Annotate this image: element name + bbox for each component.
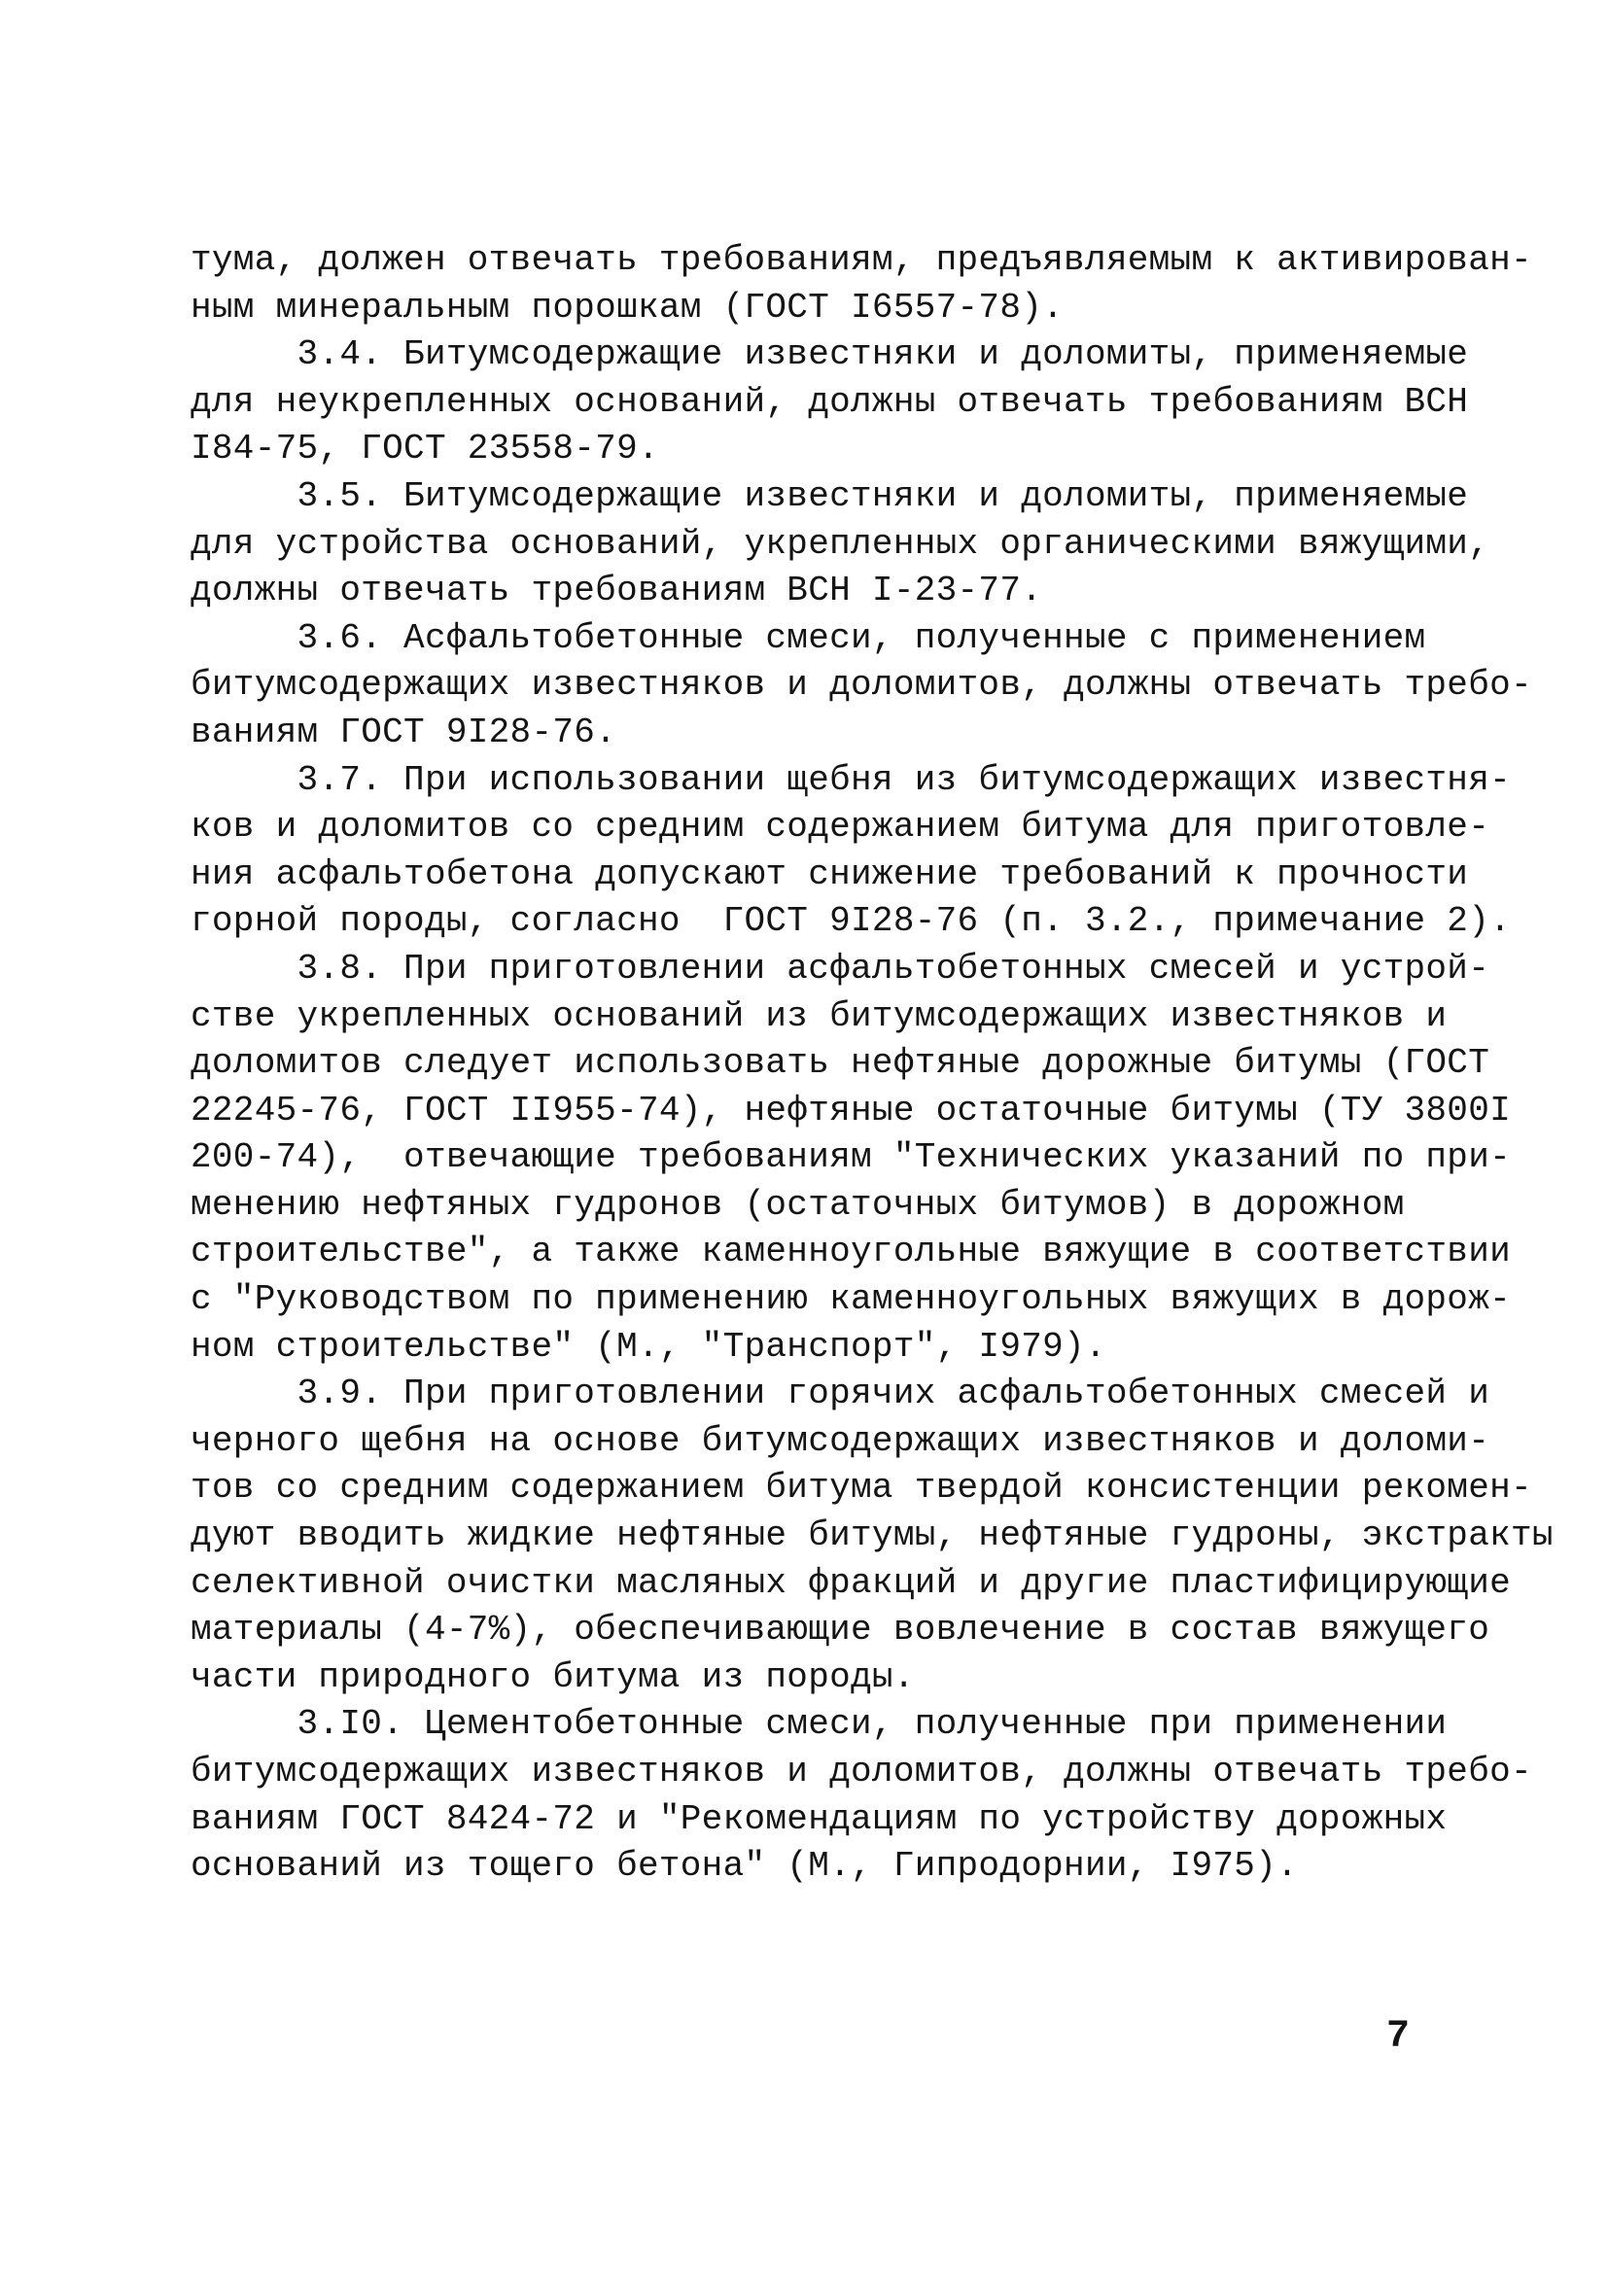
- text-line: 3.5. Битумсодержащие известняки и доломиты, применяемые: [191, 475, 1469, 516]
- text-line: 200-74), отвечающие требованиям "Технических указаний по при-: [191, 1137, 1512, 1178]
- text-line: 3.8. При приготовлении асфальтобетонных смесей и устрой-: [191, 948, 1490, 989]
- text-line: горной породы, согласно ГОСТ 9I28-76 (п. 3.2., примечание 2).: [191, 901, 1512, 942]
- text-line: ваниям ГОСТ 8424-72 и "Рекомендациям по устройству дорожных: [191, 1798, 1448, 1839]
- text-line: должны отвечать требованиям ВСН I-23-77.: [191, 571, 1043, 611]
- text-line: доломитов следует использовать нефтяные дорожные битумы (ГОСТ: [191, 1043, 1490, 1084]
- text-line: для неукрепленных оснований, должны отвечать требованиям ВСН: [191, 381, 1469, 422]
- page-number: 7: [1386, 2015, 1411, 2059]
- text-line: 3.4. Битумсодержащие известняки и доломиты, применяемые: [191, 334, 1469, 375]
- text-line: материалы (4-7%), обеспечивающие вовлечение в состав вяжущего: [191, 1610, 1490, 1651]
- text-line: 3.9. При приготовлении горячих асфальтобетонных смесей и: [191, 1374, 1490, 1414]
- text-line: тов со средним содержанием битума твердой консистенции рекомен-: [191, 1468, 1532, 1509]
- text-line: стве укрепленных оснований из битумсодержащих известняков и: [191, 995, 1448, 1036]
- text-line: черного щебня на основе битумсодержащих известняков и доломи-: [191, 1420, 1490, 1461]
- text-line: ваниям ГОСТ 9I28-76.: [191, 712, 617, 752]
- text-line: битумсодержащих известняков и доломитов, должны отвечать требо-: [191, 1752, 1532, 1792]
- text-line: части природного битума из породы.: [191, 1656, 915, 1697]
- text-line: I84-75, ГОСТ 23558-79.: [191, 429, 659, 470]
- text-line: ным минеральным порошкам (ГОСТ I6557-78).: [191, 287, 1065, 328]
- text-line: ков и доломитов со средним содержанием битума для приготовле-: [191, 807, 1490, 848]
- text-line: ном строительстве" (М., "Транспорт", I979).: [191, 1326, 1106, 1367]
- text-line: селективной очистки масляных фракций и другие пластифицирующие: [191, 1562, 1512, 1603]
- text-line: 3.7. При использовании щебня из битумсодержащих известня-: [191, 759, 1512, 800]
- text-line: 22245-76, ГОСТ II955-74), нефтяные остаточные битумы (ТУ 3800I: [191, 1090, 1512, 1131]
- text-line: строительстве", а также каменноугольные вяжущие в соответствии: [191, 1232, 1512, 1272]
- text-line: менению нефтяных гудронов (остаточных битумов) в дорожном: [191, 1184, 1405, 1225]
- text-line: тума, должен отвечать требованиям, предъявляемым к активирован-: [191, 240, 1532, 280]
- text-line: с "Руководством по применению каменноугольных вяжущих в дорож-: [191, 1279, 1512, 1320]
- text-line: ния асфальтобетона допускают снижение требований к прочности: [191, 853, 1469, 894]
- text-line: 3.I0. Цементобетонные смеси, полученные при применении: [191, 1704, 1448, 1745]
- text-line: 3.6. Асфальтобетонные смеси, полученные с применением: [191, 617, 1426, 658]
- text-line: дуют вводить жидкие нефтяные битумы, нефтяные гудроны, экстракты: [191, 1515, 1554, 1556]
- text-line: оснований из тощего бетона" (М., Гипродорнии, I975).: [191, 1846, 1298, 1887]
- text-line: битумсодержащих известняков и доломитов, должны отвечать требо-: [191, 665, 1532, 706]
- document-body: [191, 237, 1554, 1891]
- text-line: для устройства оснований, укрепленных органическими вяжущими,: [191, 523, 1490, 564]
